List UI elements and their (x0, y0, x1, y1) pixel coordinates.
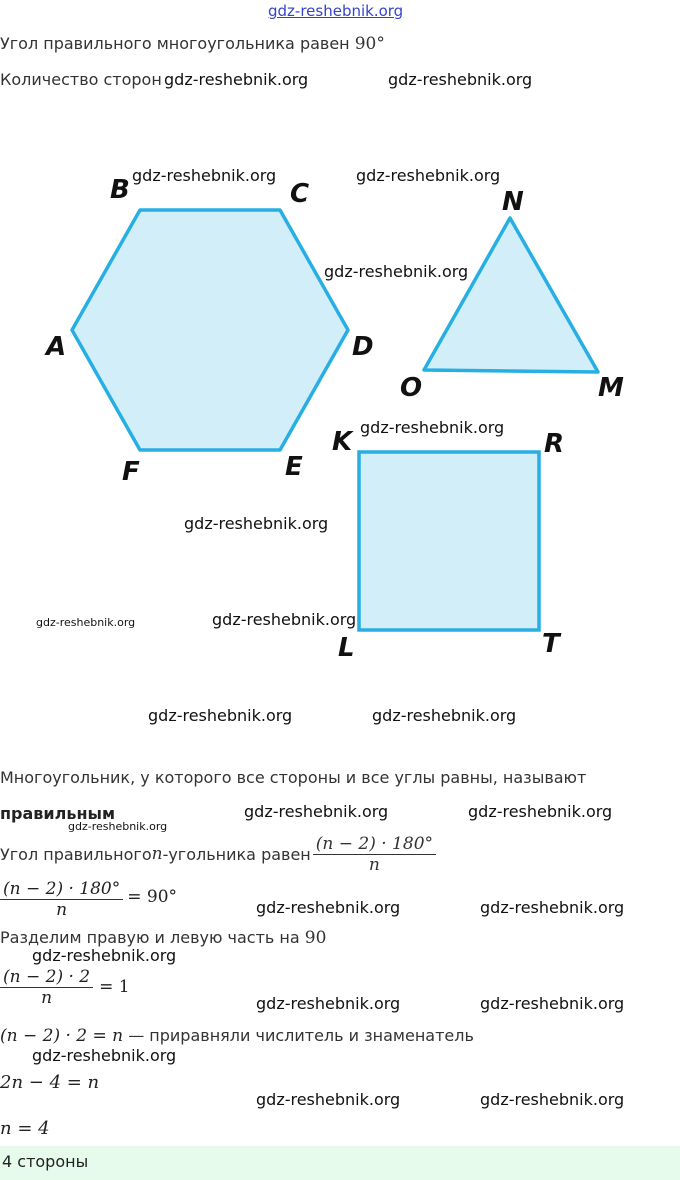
triangle (424, 218, 598, 372)
vertex-label-k: K (332, 427, 353, 457)
angle-formula-prefix: Угол правильного (0, 844, 152, 864)
divide-value: 90 (304, 928, 327, 948)
definition-text: Многоугольник, у которого все стороны и все углы равны, называют (0, 768, 587, 787)
square (359, 452, 539, 630)
watermark: gdz-reshebnik.org (148, 706, 293, 725)
equation-3 (0, 1026, 474, 1046)
angle-value: 90° (354, 34, 385, 54)
definition-term: правильным (0, 804, 116, 823)
eq2-denominator: n (0, 987, 93, 1008)
watermark: gdz-reshebnik.org (480, 994, 625, 1013)
eq1-rhs: = 90° (127, 887, 178, 907)
watermark: gdz-reshebnik.org (36, 616, 136, 629)
vertex-label-n: N (502, 187, 524, 217)
eq1-numerator: (n − 2) · 180° (3, 878, 121, 899)
vertex-label-d: D (352, 332, 374, 362)
watermark: gdz-reshebnik.org (256, 898, 401, 917)
watermark: gdz-reshebnik.org (32, 946, 177, 965)
vertex-label-m: M (598, 373, 624, 403)
angle-fraction (313, 834, 436, 875)
angle-formula-suffix: -угольника равен (162, 844, 311, 864)
eq2-fraction (0, 967, 93, 1008)
divide-step (0, 928, 326, 948)
watermark: gdz-reshebnik.org (256, 994, 401, 1013)
hexagon (72, 210, 348, 450)
watermark: gdz-reshebnik.org (212, 610, 357, 629)
fraction-denominator: n (313, 854, 436, 875)
equation-1 (0, 874, 177, 924)
watermark: gdz-reshebnik.org (480, 898, 625, 917)
vertex-label-c: C (290, 179, 310, 209)
watermark: gdz-reshebnik.org (132, 166, 277, 185)
watermark: gdz-reshebnik.org (184, 514, 329, 533)
divide-step-text: Разделим правую и левую часть на (0, 928, 305, 947)
watermark: gdz-reshebnik.org (32, 1046, 177, 1065)
vertex-label-t: T (542, 629, 560, 659)
vertex-label-e: E (285, 452, 303, 482)
question-label: Количество сторон (0, 70, 162, 89)
watermark: gdz-reshebnik.org (244, 802, 389, 821)
vertex-label-r: R (544, 429, 565, 459)
answer-text: 4 стороны (2, 1152, 89, 1171)
watermark: gdz-reshebnik.org (480, 1090, 625, 1109)
angle-formula-line (0, 828, 436, 880)
vertex-label-l: L (338, 633, 355, 663)
vertex-label-a: A (46, 332, 67, 362)
equation-4: 2n − 4 = n (0, 1072, 100, 1093)
watermark: gdz-reshebnik.org (256, 1090, 401, 1109)
vertex-label-f: F (122, 457, 140, 487)
eq2-rhs: = 1 (99, 977, 130, 997)
watermark: gdz-reshebnik.org (388, 70, 533, 89)
watermark: gdz-reshebnik.org (68, 820, 168, 833)
watermark: gdz-reshebnik.org (360, 418, 505, 437)
problem-statement-text: Угол правильного многоугольника равен (0, 34, 355, 53)
eq1-denominator: n (0, 899, 123, 920)
eq3-comment: — приравняли числитель и знаменатель (123, 1026, 474, 1045)
angle-formula-var: n (151, 844, 163, 864)
watermark: gdz-reshebnik.org (372, 706, 517, 725)
watermark: gdz-reshebnik.org (356, 166, 501, 185)
watermark: gdz-reshebnik.org (324, 262, 469, 281)
vertex-label-b: B (110, 175, 130, 205)
watermark: gdz-reshebnik.org (468, 802, 613, 821)
equation-5: n = 4 (0, 1118, 50, 1139)
eq2-numerator: (n − 2) · 2 (3, 966, 91, 987)
vertex-label-o: O (400, 373, 423, 403)
watermark-link[interactable]: gdz-reshebnik.org (268, 2, 404, 20)
watermark: gdz-reshebnik.org (164, 70, 309, 89)
fraction-numerator: (n − 2) · 180° (315, 833, 434, 854)
equation-2 (0, 962, 130, 1012)
answer-box (0, 1146, 680, 1180)
eq3-formula: (n − 2) · 2 = n (0, 1026, 124, 1046)
eq1-fraction (0, 879, 123, 920)
